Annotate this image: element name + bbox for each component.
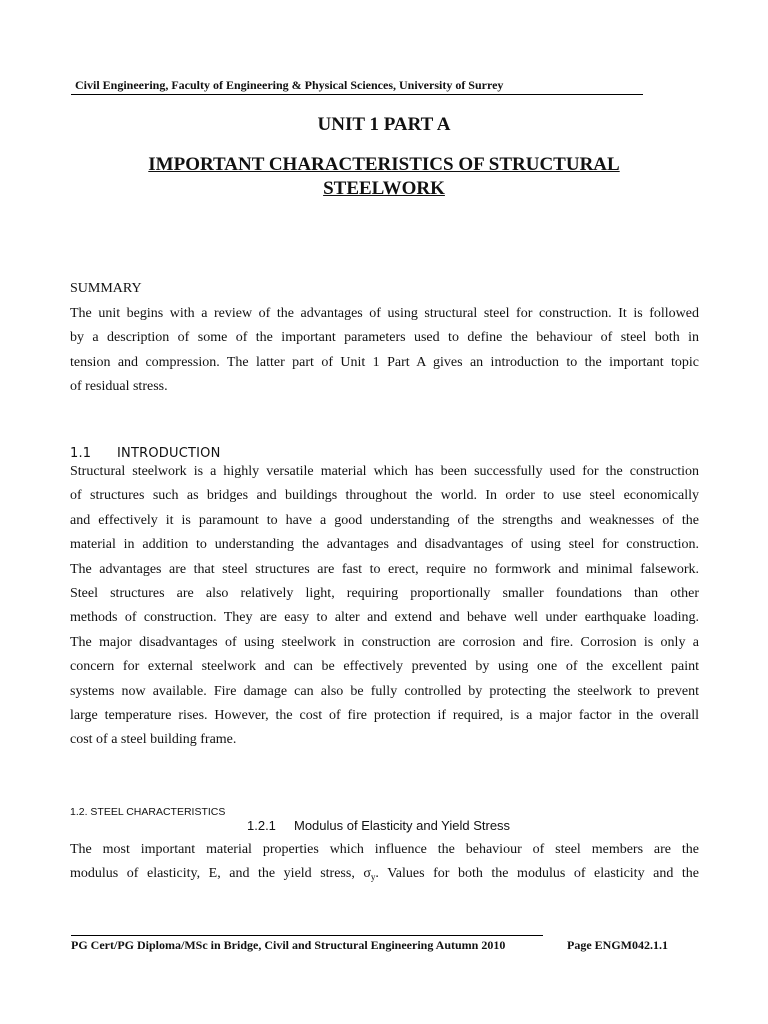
intro-line: systems now available. Fire damage can also be fully controlled by protecting the steelwork to prevent bbox=[70, 683, 699, 699]
steel-line: The most important material properties which influence the behaviour of steel members are the bbox=[70, 842, 699, 857]
intro-line: large temperature rises. However, the cost of fire protection if required, is a major factor in the overall bbox=[70, 708, 699, 724]
footer-course: PG Cert/PG Diploma/MSc in Bridge, Civil and Structural Engineering Autumn 2010 bbox=[71, 938, 506, 952]
steel-paragraph bbox=[70, 838, 699, 887]
header-divider bbox=[71, 94, 643, 95]
intro-line: of structures such as bridges and buildings throughout the world. In order to use steel economically bbox=[70, 488, 699, 504]
page-header: Civil Engineering, Faculty of Engineering & Physical Sciences, University of Surrey bbox=[75, 78, 504, 92]
summary-paragraph bbox=[70, 302, 699, 400]
intro-line: Structural steelwork is a highly versatile material which has been successfully used for the construction bbox=[70, 464, 699, 479]
intro-line: cost of a steel building frame. bbox=[70, 732, 237, 748]
subsection-title: Modulus of Elasticity and Yield Stress bbox=[294, 818, 511, 833]
intro-line: The major disadvantages of using steelwork in construction are corrosion and fire. Corrosion is only a bbox=[70, 634, 699, 650]
steel-line-text-b: . Values for both the modulus of elasticity and the bbox=[375, 866, 699, 882]
steel-section-heading: 1.2. STEEL CHARACTERISTICS bbox=[70, 806, 226, 818]
footer-divider bbox=[71, 935, 543, 936]
document-title: IMPORTANT CHARACTERISTICS OF STRUCTURAL STEELWORK bbox=[148, 154, 620, 199]
summary-line: The unit begins with a review of the advantages of using structural steel for construction. It is followed bbox=[70, 306, 699, 321]
intro-paragraph bbox=[70, 460, 699, 753]
intro-section-title: INTRODUCTION bbox=[117, 446, 221, 461]
intro-line: material in addition to understanding the advantages and disadvantages of using steel for construction. bbox=[70, 537, 699, 553]
intro-line: Steel structures are also relatively light, requiring proportionally smaller foundations than other bbox=[70, 586, 699, 602]
steel-line-text-a: modulus of elasticity, E, and the yield stress, σ bbox=[70, 866, 371, 882]
summary-line: tension and compression. The latter part of Unit 1 Part A gives an introduction to the important topic bbox=[70, 354, 699, 370]
intro-line: and effectively it is paramount to have a good understanding of the strengths and weaknesses of the bbox=[70, 512, 699, 528]
summary-line: by a description of some of the important parameters used to define the behaviour of steel both in bbox=[70, 330, 699, 346]
unit-title: UNIT 1 PART A bbox=[317, 114, 451, 135]
summary-line: of residual stress. bbox=[70, 379, 168, 395]
intro-line: methods of construction. They are easy to alter and extend and behave well under earthquake loading. bbox=[70, 610, 699, 626]
yield-subscript: y bbox=[370, 872, 376, 883]
intro-line: The advantages are that steel structures are fast to erect, require no formwork and minimal falsework. bbox=[70, 561, 699, 577]
intro-section-number: 1.1 bbox=[70, 446, 92, 461]
steel-line bbox=[70, 862, 699, 886]
intro-line: concern for external steelwork and can be effectively prevented by using one of the excellent paint bbox=[70, 659, 699, 675]
subsection-number: 1.2.1 bbox=[247, 818, 276, 833]
summary-heading: SUMMARY bbox=[70, 281, 142, 296]
footer-page-number: Page ENGM042.1.1 bbox=[567, 938, 668, 952]
